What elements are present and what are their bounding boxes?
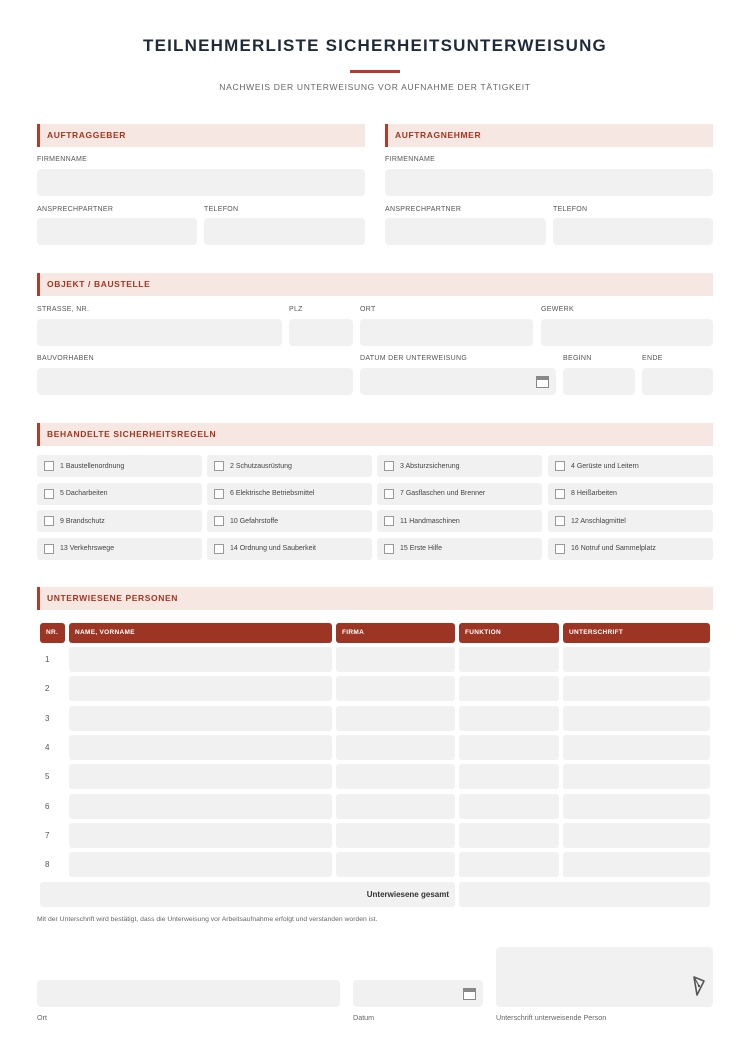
auftraggeber-firmenname-label: FIRMENNAME: [37, 156, 88, 163]
datum-signature-field[interactable]: [353, 980, 483, 1007]
strasse-field[interactable]: [37, 319, 282, 346]
column-header-unterschrift: UNTERSCHRIFT: [563, 623, 710, 643]
gewerk-label: GEWERK: [541, 306, 574, 313]
checkbox[interactable]: [44, 516, 54, 526]
checkbox[interactable]: [555, 544, 565, 554]
auftraggeber-ansprechpartner-label: ANSPRECHPARTNER: [37, 206, 114, 213]
beginn-label: BEGINN: [563, 355, 592, 362]
row-number: 1: [45, 655, 50, 664]
rule-item[interactable]: [377, 538, 542, 560]
firma-cell[interactable]: [336, 676, 455, 701]
section-personen: UNTERWIESENE PERSONEN: [37, 587, 713, 610]
signature-field[interactable]: [496, 947, 713, 1007]
row-number: 3: [45, 713, 50, 723]
total-field[interactable]: [459, 882, 710, 907]
unterschrift-cell[interactable]: [563, 823, 710, 848]
title-underline: [350, 70, 400, 73]
name-cell[interactable]: [69, 823, 332, 848]
rule-label: 12 Anschlagmittel: [571, 517, 626, 525]
rule-label: 3 Absturzsicherung: [400, 462, 460, 470]
rule-label: 7 Gasflaschen und Brenner: [400, 490, 486, 497]
funktion-cell[interactable]: [459, 647, 559, 672]
rule-label: 1 Baustellenordnung: [60, 462, 125, 470]
rule-item[interactable]: [548, 538, 713, 560]
checkbox[interactable]: [384, 516, 394, 526]
rule-label: 16 Notruf und Sammelplatz: [571, 545, 656, 552]
total-label: Unterwiesene gesamt: [40, 882, 455, 907]
checkbox[interactable]: [214, 461, 224, 471]
row-number: 8: [45, 860, 50, 870]
rule-label: 2 Schutzausrüstung: [230, 462, 292, 470]
name-cell[interactable]: [69, 735, 332, 760]
rule-item[interactable]: [37, 455, 202, 477]
checkbox[interactable]: [555, 461, 565, 471]
rule-item[interactable]: [37, 483, 202, 505]
rule-label: 10 Gefahrstoffe: [230, 517, 279, 525]
auftragnehmer-ansprechpartner-label: ANSPRECHPARTNER: [385, 206, 462, 213]
row-number: 5: [45, 772, 50, 782]
ort-label: ORT: [360, 306, 376, 313]
plz-label: PLZ: [289, 306, 303, 313]
rule-label: 13 Verkehrswege: [60, 545, 115, 552]
name-cell[interactable]: [69, 794, 332, 819]
rule-label: 5 Dacharbeiten: [60, 490, 108, 497]
column-header-name: NAME, VORNAME: [69, 623, 332, 643]
rule-label: 9 Brandschutz: [60, 517, 105, 525]
funktion-cell[interactable]: [459, 676, 559, 701]
ort-field[interactable]: [360, 319, 533, 346]
unterschrift-cell[interactable]: [563, 735, 710, 760]
rule-item[interactable]: [377, 510, 542, 532]
auftragnehmer-firmenname-field[interactable]: [385, 169, 713, 196]
funktion-cell[interactable]: [459, 794, 559, 819]
funktion-cell[interactable]: [459, 852, 559, 877]
rule-label: 15 Erste Hilfe: [400, 545, 443, 552]
ende-label: ENDE: [642, 355, 663, 362]
auftragnehmer-ansprechpartner-field[interactable]: [385, 218, 546, 245]
section-sicherheitsregeln: BEHANDELTE SICHERHEITSREGELN: [37, 423, 713, 446]
checkbox[interactable]: [384, 461, 394, 471]
ort-label-footer: Ort: [37, 1013, 47, 1022]
rule-item[interactable]: [548, 483, 713, 505]
checkbox[interactable]: [214, 516, 224, 526]
auftraggeber-telefon-field[interactable]: [204, 218, 365, 245]
row-number: 6: [45, 801, 50, 811]
section-auftraggeber: AUFTRAGGEBER: [37, 124, 365, 147]
datum-label-footer: Datum: [353, 1013, 375, 1022]
section-objekt: OBJEKT / BAUSTELLE: [37, 273, 713, 296]
checkbox[interactable]: [44, 461, 54, 471]
auftraggeber-firmenname-field[interactable]: [37, 169, 365, 196]
rule-item[interactable]: [548, 510, 713, 532]
column-header-nr: NR.: [40, 623, 65, 643]
auftragnehmer-telefon-label: TELEFON: [553, 206, 588, 213]
ort-signature-field[interactable]: [37, 980, 340, 1007]
firma-cell[interactable]: [336, 647, 455, 672]
bauvorhaben-field[interactable]: [37, 368, 353, 395]
rule-label: 6 Elektrische Betriebsmittel: [230, 490, 315, 497]
checkbox[interactable]: [214, 544, 224, 554]
rule-item[interactable]: [377, 483, 542, 505]
rule-item[interactable]: [207, 510, 372, 532]
signature-label: Unterschrift unterweisende Person: [496, 1013, 607, 1022]
unterschrift-cell[interactable]: [563, 676, 710, 701]
auftraggeber-telefon-label: TELEFON: [204, 206, 239, 213]
firma-cell[interactable]: [336, 706, 455, 731]
firma-cell[interactable]: [336, 823, 455, 848]
name-cell[interactable]: [69, 706, 332, 731]
name-cell[interactable]: [69, 764, 332, 789]
checkbox[interactable]: [214, 489, 224, 499]
name-cell[interactable]: [69, 676, 332, 701]
funktion-cell[interactable]: [459, 706, 559, 731]
unterschrift-cell[interactable]: [563, 794, 710, 819]
checkbox[interactable]: [44, 489, 54, 499]
calendar-icon[interactable]: [463, 988, 476, 1000]
page-subtitle: NACHWEIS DER UNTERWEISUNG VOR AUFNAHME DER TÄTIGKEIT: [219, 82, 531, 92]
rule-item[interactable]: [37, 510, 202, 532]
bauvorhaben-label: BAUVORHABEN: [37, 355, 94, 362]
rule-item[interactable]: [377, 455, 542, 477]
row-number: 4: [45, 742, 50, 752]
checkbox[interactable]: [384, 489, 394, 499]
datum-unterweisung-label: DATUM DER UNTERWEISUNG: [360, 355, 468, 362]
section-auftragnehmer: AUFTRAGNEHMER: [385, 124, 713, 147]
rule-label: 11 Handmaschinen: [400, 517, 460, 525]
rule-item[interactable]: [207, 455, 372, 477]
funktion-cell[interactable]: [459, 735, 559, 760]
gewerk-field[interactable]: [541, 319, 713, 346]
column-header-funktion: FUNKTION: [459, 623, 559, 643]
funktion-cell[interactable]: [459, 823, 559, 848]
column-header-firma: FIRMA: [336, 623, 455, 643]
beginn-field[interactable]: [563, 368, 635, 395]
checkbox[interactable]: [555, 516, 565, 526]
rule-label: 4 Gerüste und Leitern: [571, 462, 639, 470]
firma-cell[interactable]: [336, 764, 455, 789]
name-cell[interactable]: [69, 852, 332, 877]
unterschrift-cell[interactable]: [563, 706, 710, 731]
checkbox[interactable]: [555, 489, 565, 499]
unterschrift-cell[interactable]: [563, 852, 710, 877]
ende-field[interactable]: [642, 368, 713, 395]
confirmation-note: Mit der Unterschrift wird bestätigt, dass die Unterweisung vor Arbeitsaufnahme erfolgt und verstanden worden ist.: [37, 916, 378, 923]
auftragnehmer-firmenname-label: FIRMENNAME: [385, 156, 436, 163]
checkbox[interactable]: [44, 544, 54, 554]
row-number: 2: [45, 684, 50, 694]
firma-cell[interactable]: [336, 852, 455, 877]
name-cell[interactable]: [69, 647, 332, 672]
pen-nib-icon: [692, 975, 706, 997]
calendar-icon[interactable]: [536, 376, 549, 388]
auftragnehmer-telefon-field[interactable]: [553, 218, 713, 245]
unterschrift-cell[interactable]: [563, 647, 710, 672]
rule-item[interactable]: [207, 538, 372, 560]
plz-field[interactable]: [289, 319, 353, 346]
strasse-label: STRASSE, NR.: [37, 306, 90, 313]
rule-label: 14 Ordnung und Sauberkeit: [230, 545, 317, 552]
row-number: 7: [45, 830, 50, 840]
rule-label: 8 Heißarbeiten: [571, 490, 617, 497]
funktion-cell[interactable]: [459, 764, 559, 789]
rule-item[interactable]: [548, 455, 713, 477]
datum-unterweisung-field[interactable]: [360, 368, 556, 395]
firma-cell[interactable]: [336, 735, 455, 760]
rule-item[interactable]: [37, 538, 202, 560]
auftraggeber-ansprechpartner-field[interactable]: [37, 218, 197, 245]
unterschrift-cell[interactable]: [563, 764, 710, 789]
rule-item[interactable]: [207, 483, 372, 505]
firma-cell[interactable]: [336, 794, 455, 819]
checkbox[interactable]: [384, 544, 394, 554]
page-title: TEILNEHMERLISTE SICHERHEITSUNTERWEISUNG: [143, 36, 607, 55]
